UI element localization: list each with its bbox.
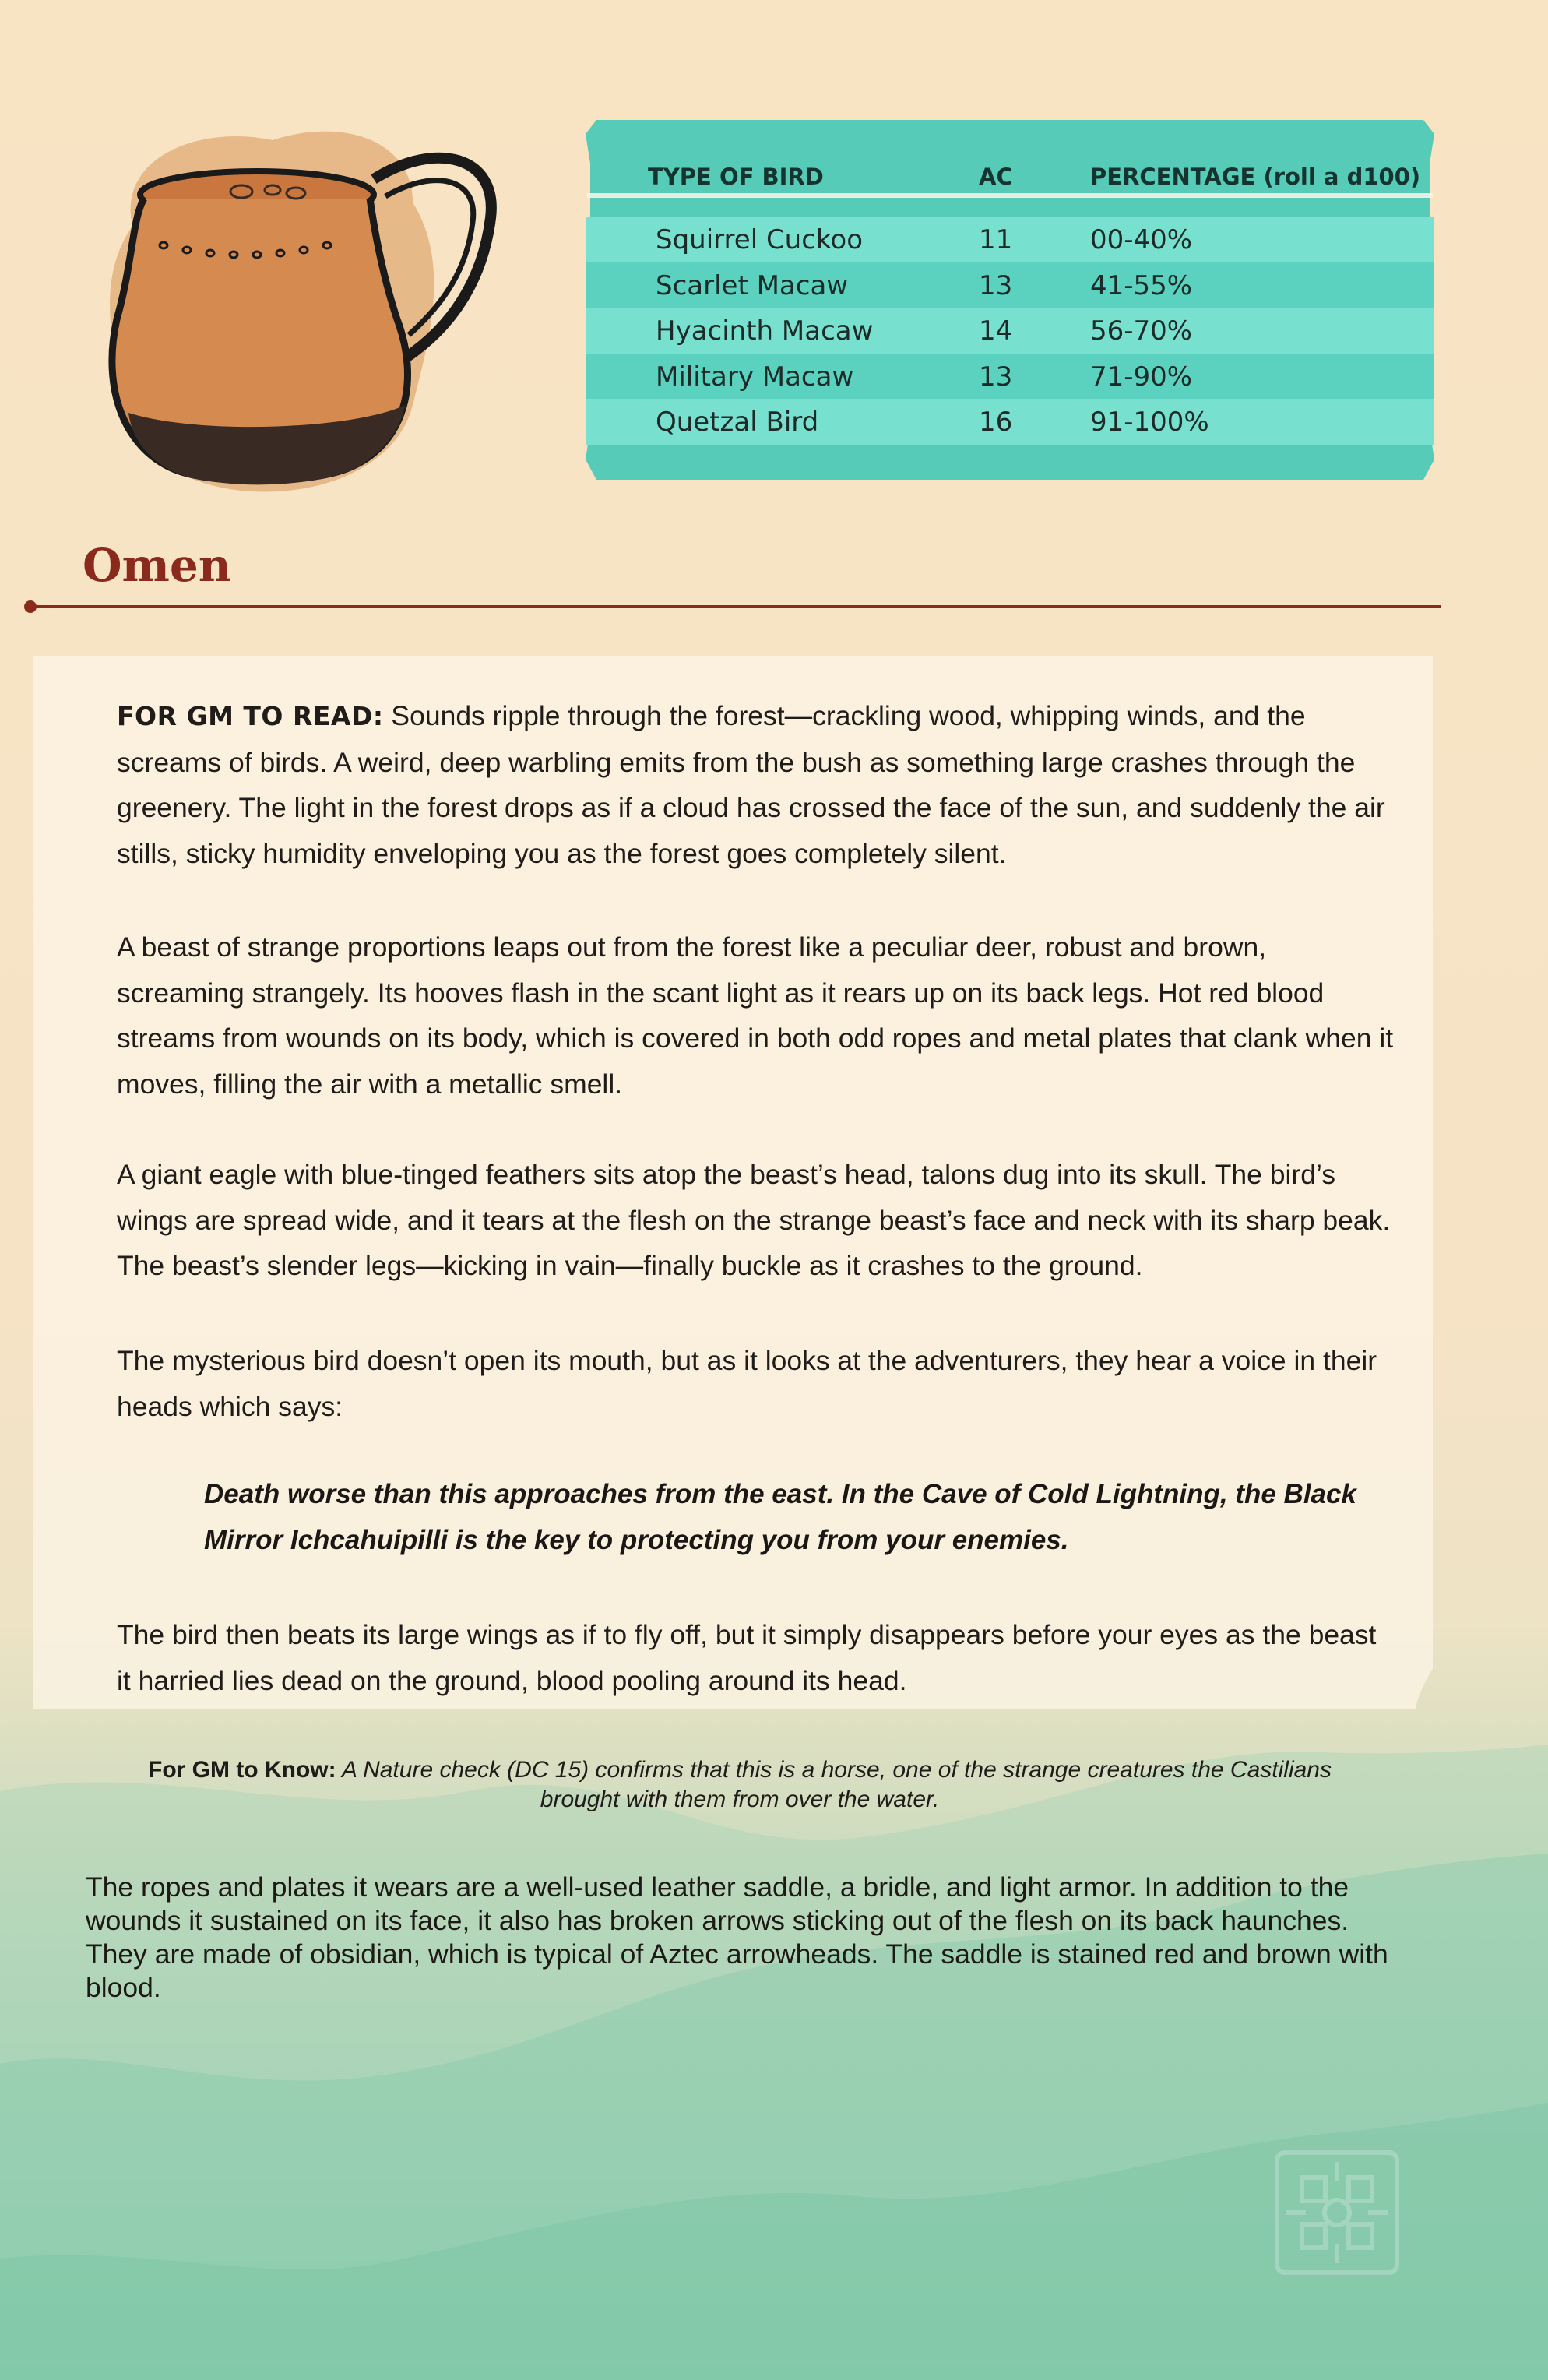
cell-ac: 13 <box>979 269 1013 301</box>
table-row <box>586 217 1434 262</box>
clay-mug-icon <box>86 109 522 514</box>
table-row <box>586 399 1434 445</box>
read-aloud-text: A giant eagle with blue-tinged feathers sits atop the beast’s head, talons dug into its skull. The bird’s wings are spread wide, and it tears at the flesh on the strange beast’s face and neck with its sharp beak. The beast’s slender legs—kicking in vain—finally buckle as it crashes to the ground. <box>117 1159 1391 1281</box>
header-percentage: PERCENTAGE (roll a d100) <box>1090 164 1421 190</box>
cell-percent: 00-40% <box>1090 224 1193 255</box>
read-aloud-paragraph <box>117 1612 1394 1703</box>
read-aloud-lead: FOR GM TO READ: <box>117 701 384 731</box>
read-aloud-text: A beast of strange proportions leaps out from the forest like a peculiar deer, robust and brown, screaming strangely. Its hooves flash in the scant light as it rears up on its back legs. Hot red blood streams from wounds on its body, which is covered in both odd ropes and metal plates that clank when it moves, filling the air with a metallic smell. <box>117 931 1394 1100</box>
read-aloud-paragraph <box>117 924 1394 1107</box>
read-aloud-text: The mysterious bird doesn’t open its mouth, but as it looks at the adventurers, they hear a voice in their heads which says: <box>117 1345 1377 1422</box>
body-paragraph: The ropes and plates it wears are a well-used leather saddle, a bridle, and light armor. In addition to the wounds it sustained on its face, it also has broken arrows sticking out of the flesh on its back haunches. They are made of obsidian, which is typical of Aztec arrowheads. The saddle is stained red and brown with blood. <box>86 1871 1388 2003</box>
gm-know-text: A Nature check (DC 15) confirms that this is a horse, one of the strange creatures the Castilians brought with them from over the water. <box>336 1757 1332 1812</box>
read-aloud-text: The bird then beats its large wings as if to fly off, but it simply disappears before your eyes as the beast it harried lies dead on the ground, blood pooling around its head. <box>117 1619 1377 1696</box>
cell-bird: Scarlet Macaw <box>656 269 849 301</box>
section-title: Omen <box>83 539 231 592</box>
cell-bird: Hyacinth Macaw <box>656 315 874 347</box>
read-aloud-paragraph <box>117 693 1394 876</box>
gm-to-know-note <box>117 1755 1363 1815</box>
table-row <box>586 354 1434 400</box>
cell-percent: 56-70% <box>1090 315 1193 347</box>
cell-percent: 71-90% <box>1090 361 1193 393</box>
title-divider <box>23 600 1441 614</box>
cell-ac: 11 <box>979 224 1013 255</box>
cell-bird: Quetzal Bird <box>656 407 819 438</box>
aztec-glyph-icon <box>1271 2146 1403 2279</box>
cell-ac: 13 <box>979 361 1013 393</box>
gm-know-label: For GM to Know: <box>148 1757 336 1783</box>
read-aloud-paragraph <box>117 1152 1394 1289</box>
cell-bird: Military Macaw <box>656 361 854 393</box>
bird-quote: Death worse than this approaches from the east. In the Cave of Cold Lightning, the Black Mirror Ichcahuipilli is the key to protecting you from your enemies. <box>204 1479 1356 1555</box>
bird-table-body <box>586 217 1434 445</box>
cell-percent: 41-55% <box>1090 269 1193 301</box>
bird-table <box>586 117 1434 483</box>
cell-percent: 91-100% <box>1090 407 1209 438</box>
cell-ac: 14 <box>979 315 1013 347</box>
table-row <box>586 262 1434 308</box>
table-row <box>586 308 1434 354</box>
cell-bird: Squirrel Cuckoo <box>656 224 864 255</box>
read-aloud-text: Sounds ripple through the forest—crackling wood, whipping winds, and the screams of birds. A weird, deep warbling emits from the bush as something large crashes through the greenery. The light in the forest drops as if a cloud has crossed the face of the sun, and suddenly the air stills, sticky humidity enveloping you as the forest goes completely silent. <box>117 700 1385 869</box>
header-ac: AC <box>979 164 1013 190</box>
read-aloud-box <box>33 656 1433 1709</box>
read-aloud-paragraph <box>117 1338 1394 1429</box>
header-type-of-bird: TYPE OF BIRD <box>648 164 824 190</box>
cell-ac: 16 <box>979 407 1013 438</box>
bird-table-header <box>586 140 1434 210</box>
